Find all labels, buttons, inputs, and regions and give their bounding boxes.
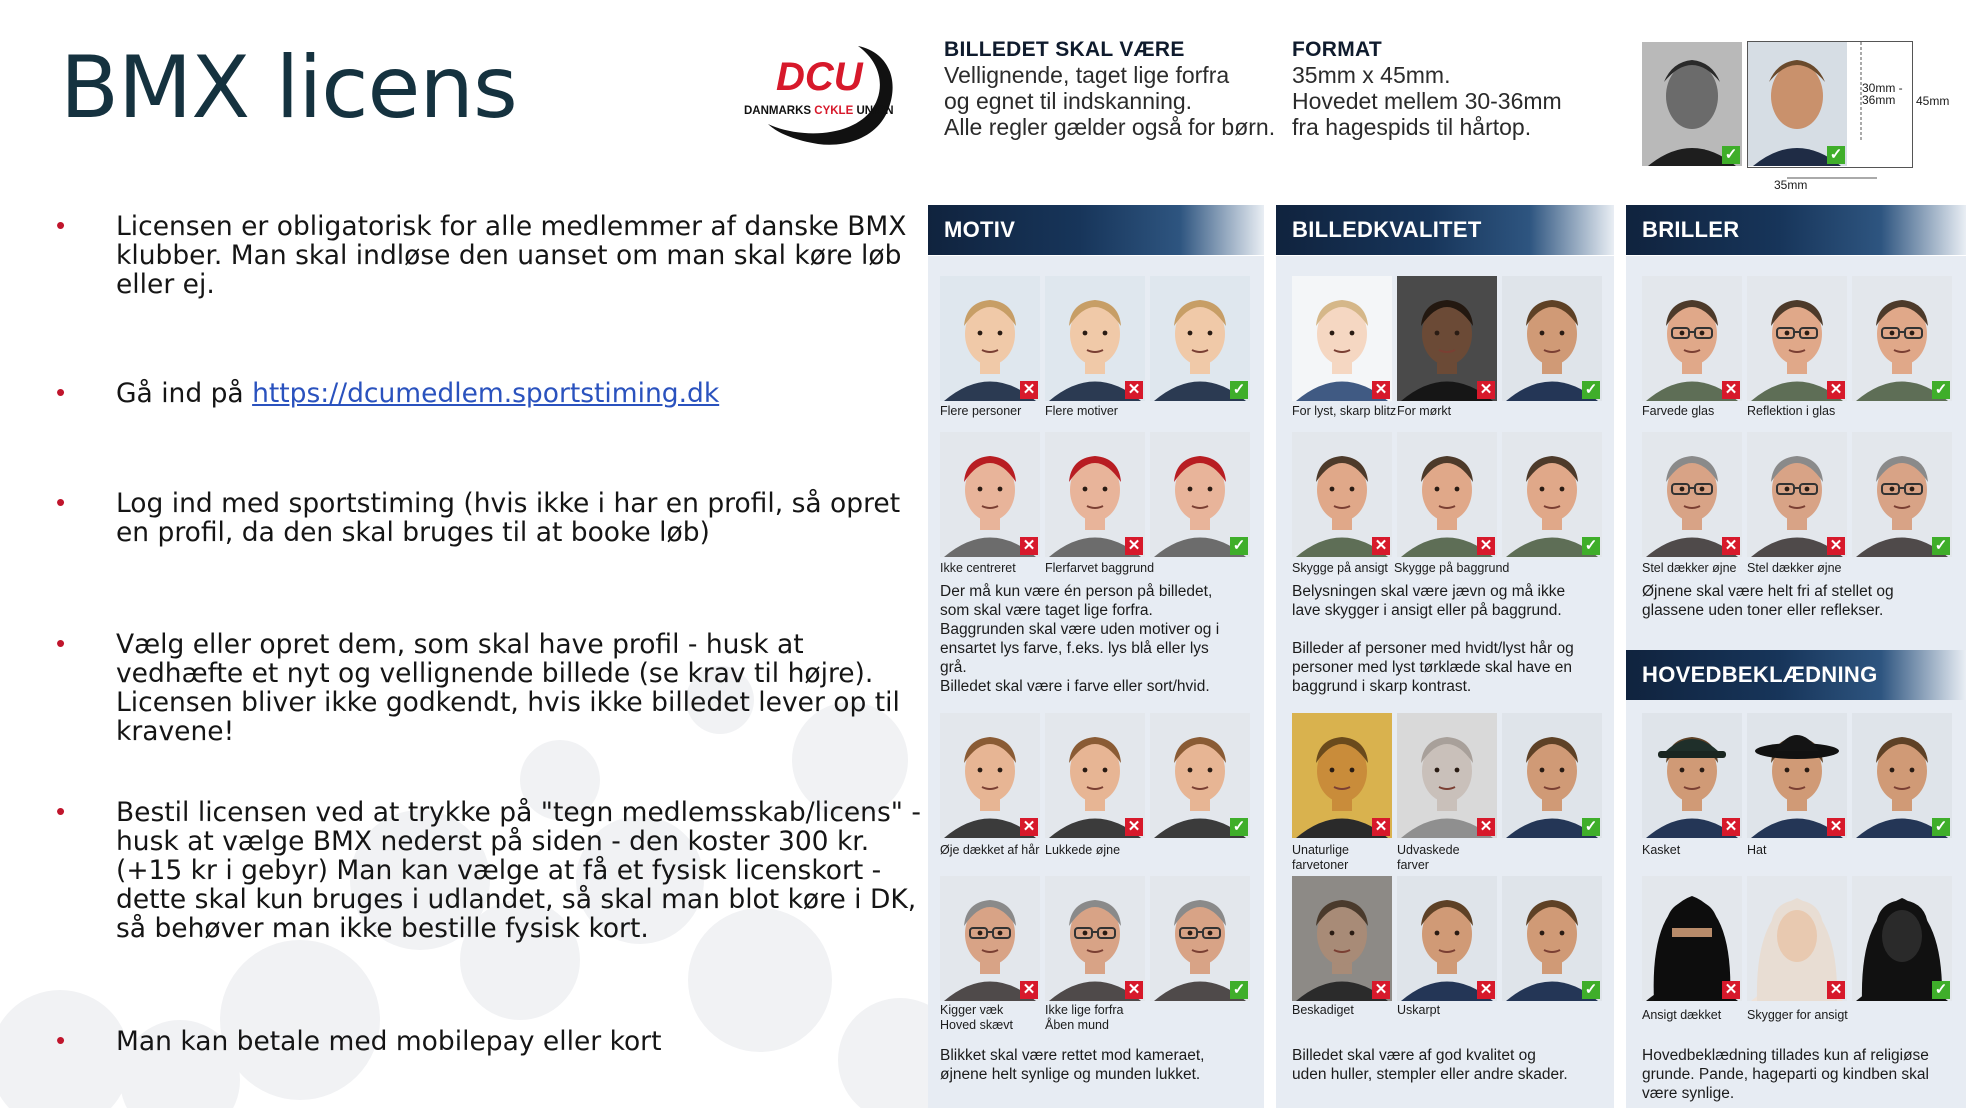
- caption: Øje dækket af hår: [940, 843, 1040, 857]
- reject-icon: ✕: [1477, 818, 1495, 836]
- dim-width: 35mm: [1774, 178, 1808, 192]
- caption: Skygge på baggrund: [1394, 561, 1510, 575]
- caption: Kasket: [1642, 843, 1681, 857]
- example-photo: [1642, 713, 1742, 838]
- caption: Unaturlige farvetoner: [1292, 843, 1349, 872]
- bullet-text: Log ind med sportstiming (hvis ikke i har en profil, så opret en profil, da den skal bruges til at booke løb): [116, 488, 901, 548]
- caption: Flere motiver: [1045, 404, 1118, 418]
- briller-heading: BRILLER: [1626, 205, 1966, 255]
- motiv-description: Der må kun være én person på billedet, som skal være taget lige forfra. Baggrunden skal være uden motiver og i ensartet lys farve, f.eks. lys blå eller lys grå. Billedet skal være i farve eller sort/hvid.: [940, 583, 1220, 695]
- kvalitet-description: Belysningen skal være jævn og må ikke lave skygger i ansigt eller på baggrund. Billeder af personer med hvidt/lyst hår og personer med lyst tørklæde skal have en baggrund i skarp kontrast.: [1292, 583, 1574, 695]
- example-photo: [1045, 713, 1145, 838]
- accept-icon: ✓: [1932, 381, 1950, 399]
- example-photo: [1642, 876, 1742, 1001]
- accept-icon: ✓: [1582, 818, 1600, 836]
- example-photo: [1397, 432, 1497, 557]
- bullet-icon: •: [56, 377, 66, 407]
- accept-icon: ✓: [1230, 537, 1248, 555]
- kvalitet-description-2: Billedet skal være af god kvalitet og uden huller, stempler eller andre skader.: [1292, 1047, 1568, 1083]
- example-photo: [1852, 432, 1952, 557]
- example-photo: [1747, 876, 1847, 1001]
- format-example-bw: [1642, 42, 1742, 166]
- caption: Ikke lige forfra Åben mund: [1045, 1003, 1124, 1032]
- dcu-logo: [738, 40, 908, 150]
- sportstiming-link[interactable]: https://dcumedlem.sportstiming.dk: [252, 378, 720, 409]
- reject-icon: ✕: [1722, 537, 1740, 555]
- example-photo: [1747, 276, 1847, 401]
- billedet-heading: BILLEDET SKAL VÆRE: [944, 38, 1185, 61]
- caption: Stel dækker øjne: [1642, 561, 1737, 575]
- bullet-icon: •: [56, 210, 66, 240]
- accept-icon: ✓: [1827, 146, 1845, 164]
- accept-icon: ✓: [1230, 981, 1248, 999]
- example-photo: [1502, 432, 1602, 557]
- dim-height: 45mm: [1916, 94, 1950, 108]
- reject-icon: ✕: [1020, 537, 1038, 555]
- caption: Hat: [1747, 843, 1767, 857]
- example-photo: [1397, 276, 1497, 401]
- reject-icon: ✕: [1125, 381, 1143, 399]
- example-photo: [1502, 276, 1602, 401]
- reject-icon: ✕: [1020, 981, 1038, 999]
- caption: Ikke centreret: [940, 561, 1016, 575]
- example-photo: [1642, 276, 1742, 401]
- example-photo: [1150, 876, 1250, 1001]
- slide-title: BMX licens: [60, 38, 517, 138]
- example-photo: [940, 276, 1040, 401]
- hoved-description: Hovedbeklædning tillades kun af religiøse grunde. Pande, hageparti og kindben skal være synlige.: [1642, 1047, 1929, 1102]
- example-photo: [1852, 876, 1952, 1001]
- reject-icon: ✕: [1827, 981, 1845, 999]
- example-photo: [1292, 276, 1392, 401]
- hovedbeklaedning-heading: HOVEDBEKLÆDNING: [1626, 650, 1966, 700]
- reject-icon: ✕: [1722, 381, 1740, 399]
- example-photo: [1852, 713, 1952, 838]
- bullet-text: Licensen er obligatorisk for alle medlemmer af danske BMX klubber. Man skal indløse den uanset om man skal køre løb eller ej.: [116, 211, 907, 300]
- reject-icon: ✕: [1722, 981, 1740, 999]
- format-dimensions: [1747, 38, 1917, 188]
- bullet-prefix: Gå ind på: [116, 378, 253, 409]
- bullet-text: Man kan betale med mobilepay eller kort: [116, 1026, 662, 1057]
- reject-icon: ✕: [1722, 818, 1740, 836]
- billedkvalitet-heading: BILLEDKVALITET: [1276, 205, 1614, 255]
- bullet-icon: •: [56, 487, 66, 517]
- accept-icon: ✓: [1932, 537, 1950, 555]
- example-photo: [1150, 432, 1250, 557]
- accept-icon: ✓: [1582, 537, 1600, 555]
- accept-icon: ✓: [1230, 818, 1248, 836]
- reject-icon: ✕: [1020, 818, 1038, 836]
- reject-icon: ✕: [1827, 381, 1845, 399]
- example-photo: [1852, 276, 1952, 401]
- caption: Skygge på ansigt: [1292, 561, 1388, 575]
- reject-icon: ✕: [1020, 381, 1038, 399]
- example-photo: [1502, 713, 1602, 838]
- example-photo: [1045, 276, 1145, 401]
- svg-text:DANMARKS CYKLE UNION: DANMARKS CYKLE UNION: [744, 105, 894, 117]
- reject-icon: ✕: [1125, 537, 1143, 555]
- reject-icon: ✕: [1372, 818, 1390, 836]
- example-photo: [1045, 876, 1145, 1001]
- example-photo: [940, 432, 1040, 557]
- reject-icon: ✕: [1372, 537, 1390, 555]
- reject-icon: ✕: [1125, 818, 1143, 836]
- reject-icon: ✕: [1477, 381, 1495, 399]
- example-photo: [1397, 876, 1497, 1001]
- caption: For lyst, skarp blitz: [1292, 404, 1397, 418]
- reject-icon: ✕: [1372, 381, 1390, 399]
- caption: Lukkede øjne: [1045, 843, 1121, 857]
- example-photo: [940, 713, 1040, 838]
- example-photo: [1292, 713, 1392, 838]
- motiv-heading: MOTIV: [928, 205, 1264, 255]
- reject-icon: ✕: [1372, 981, 1390, 999]
- caption: Udvaskede farver: [1397, 843, 1460, 872]
- caption: Stel dækker øjne: [1747, 561, 1842, 575]
- bullet-text: Vælg eller opret dem, som skal have profil - husk at vedhæfte et nyt og vellignende billede (se krav til højre). Licensen bliver ikke godkendt, hvis ikke billedet lever op til kravene!: [116, 629, 900, 747]
- dim-head: 30mm - 36mm: [1862, 81, 1903, 107]
- accept-icon: ✓: [1582, 381, 1600, 399]
- bullet-text: [116, 379, 936, 408]
- logo-main: DCU: [776, 55, 863, 99]
- caption: Kigger væk Hoved skævt: [940, 1003, 1013, 1032]
- caption: Flere personer: [940, 404, 1022, 418]
- example-photo: [1502, 876, 1602, 1001]
- caption: Ansigt dækket: [1642, 1008, 1722, 1022]
- format-heading: FORMAT: [1292, 38, 1383, 61]
- example-photo: [1747, 432, 1847, 557]
- bullet-icon: •: [56, 1025, 66, 1055]
- reject-icon: ✕: [1125, 981, 1143, 999]
- accept-icon: ✓: [1230, 381, 1248, 399]
- example-photo: [1747, 713, 1847, 838]
- briller-description: Øjnene skal være helt fri af stellet og glassene uden toner eller reflekser.: [1642, 583, 1894, 619]
- billedet-text: Vellignende, taget lige forfra og egnet til indskanning. Alle regler gælder også for børn.: [944, 62, 1276, 140]
- example-photo: [1292, 876, 1392, 1001]
- caption: Reflektion i glas: [1747, 404, 1836, 418]
- caption: Farvede glas: [1642, 404, 1715, 418]
- example-photo: [1150, 276, 1250, 401]
- example-photo: [1292, 432, 1392, 557]
- example-photo: [1045, 432, 1145, 557]
- caption: For mørkt: [1397, 404, 1452, 418]
- bullet-text: Bestil licensen ved at trykke på "tegn medlemsskab/licens" - husk at vælge BMX nederst på siden - den koster 300 kr. (+15 kr i gebyr) Man kan vælge at få et fysisk licenskort - dette skal kun bruges i udlandet, så skal man blot køre i DK, så behøver man ikke bestille fysisk kort.: [116, 797, 921, 944]
- accept-icon: ✓: [1932, 981, 1950, 999]
- caption: Flerfarvet baggrund: [1045, 561, 1155, 575]
- example-photo: [940, 876, 1040, 1001]
- caption: Skygger for ansigt: [1747, 1008, 1848, 1022]
- reject-icon: ✕: [1477, 537, 1495, 555]
- reject-icon: ✕: [1827, 818, 1845, 836]
- format-text: 35mm x 45mm. Hovedet mellem 30-36mm fra hagespids til hårtop.: [1292, 62, 1562, 140]
- accept-icon: ✓: [1582, 981, 1600, 999]
- example-photo: [1150, 713, 1250, 838]
- example-photo: [1397, 713, 1497, 838]
- reject-icon: ✕: [1477, 981, 1495, 999]
- example-photo: [1642, 432, 1742, 557]
- accept-icon: ✓: [1932, 818, 1950, 836]
- reject-icon: ✕: [1827, 537, 1845, 555]
- accept-icon: ✓: [1722, 146, 1740, 164]
- caption: Uskarpt: [1397, 1003, 1441, 1017]
- bullet-icon: •: [56, 796, 66, 826]
- bullet-icon: •: [56, 628, 66, 658]
- motiv-description-2: Blikket skal være rettet mod kameraet, øjnene helt synlige og munden lukket.: [940, 1047, 1205, 1083]
- caption: Beskadiget: [1292, 1003, 1354, 1017]
